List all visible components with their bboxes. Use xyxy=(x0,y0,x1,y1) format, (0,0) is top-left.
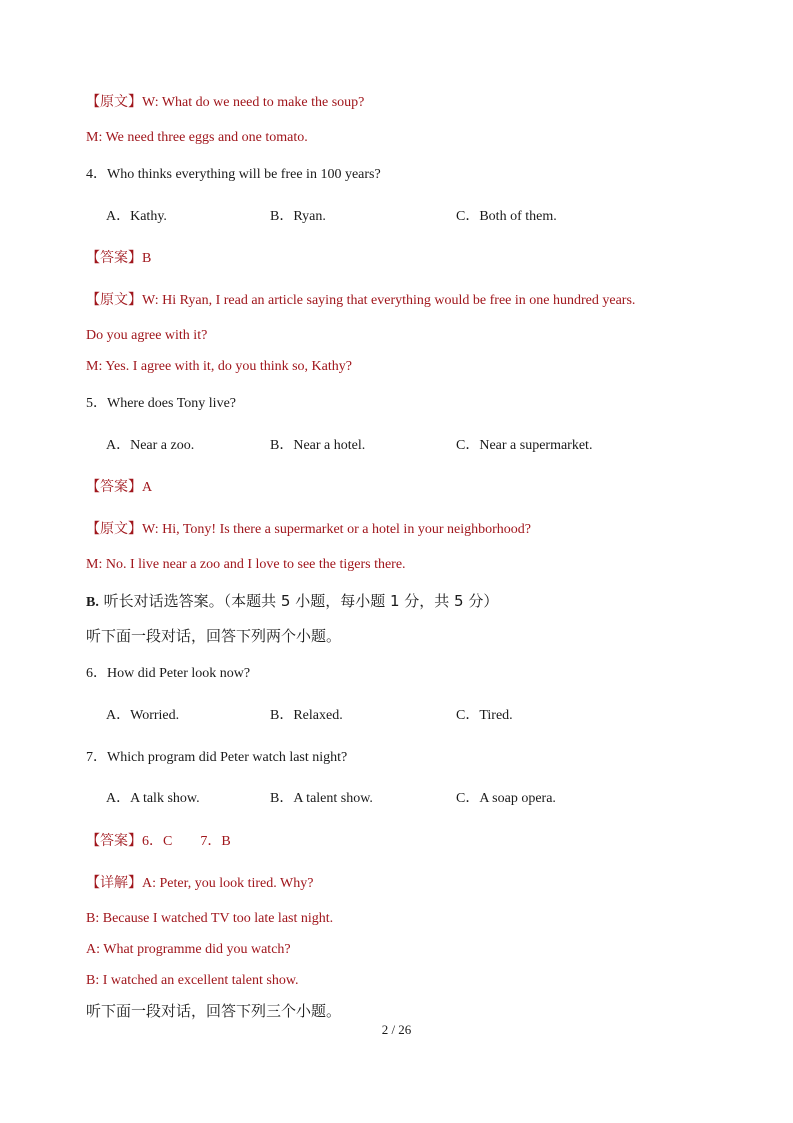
q6-option-c: C．Tired. xyxy=(456,708,513,723)
q5-option-a: A．Near a zoo. xyxy=(106,438,195,453)
detail-line-4: B: I watched an excellent talent show. xyxy=(86,973,299,988)
q3-transcript-line-2: M: We need three eggs and one tomato. xyxy=(86,130,308,145)
q6-option-a: A．Worried. xyxy=(106,708,180,723)
q5-transcript-line-2: M: No. I live near a zoo and I love to see the tigers there. xyxy=(86,557,406,572)
transcript-tag: 【原文】 xyxy=(86,292,142,308)
transcript-tag: 【原文】 xyxy=(86,94,142,110)
detail-line-3: A: What programme did you watch? xyxy=(86,942,291,957)
answer-tag: 【答案】 xyxy=(86,250,142,266)
q7-option-b: B．A talent show. xyxy=(270,791,373,806)
q4-answer: 【答案】B xyxy=(86,250,152,266)
detail-line-2: B: Because I watched TV too late last night. xyxy=(86,911,334,926)
q3-transcript-line-1: 【原文】W: What do we need to make the soup? xyxy=(86,94,365,110)
answer-tag: 【答案】 xyxy=(86,479,142,495)
section-b-heading: B. 听长对话选答案。（本题共 5 小题，每小题 1 分，共 5 分） xyxy=(86,592,499,610)
next-dialogue-intro: 听下面一段对话，回答下列三个小题。 xyxy=(86,1002,342,1020)
q5-answer: 【答案】A xyxy=(86,479,153,495)
q5-option-c: C．Near a supermarket. xyxy=(456,438,593,453)
q4-option-b: B．Ryan. xyxy=(270,209,326,224)
detail-line-1: 【详解】A: Peter, you look tired. Why? xyxy=(86,875,314,891)
q6-question: 6．How did Peter look now? xyxy=(86,666,251,681)
q4-question: 4．Who thinks everything will be free in 100 years? xyxy=(86,167,381,182)
q6-7-answer: 【答案】6．C 7．B xyxy=(86,833,231,849)
q7-option-a: A．A talk show. xyxy=(106,791,200,806)
q4-option-a: A．Kathy. xyxy=(106,209,167,224)
q7-question: 7．Which program did Peter watch last night? xyxy=(86,750,348,765)
q4-transcript-line-3: M: Yes. I agree with it, do you think so, Kathy? xyxy=(86,359,352,374)
q7-option-c: C．A soap opera. xyxy=(456,791,556,806)
detail-tag: 【详解】 xyxy=(86,875,142,891)
q5-transcript-line-1: 【原文】W: Hi, Tony! Is there a supermarket or a hotel in your neighborhood? xyxy=(86,521,531,537)
transcript-tag: 【原文】 xyxy=(86,521,142,537)
section-b-intro: 听下面一段对话，回答下列两个小题。 xyxy=(86,627,342,645)
q4-transcript-line-1: 【原文】W: Hi Ryan, I read an article saying that everything would be free in one hundred years. xyxy=(86,292,636,308)
q4-option-c: C．Both of them. xyxy=(456,209,557,224)
answer-tag: 【答案】 xyxy=(86,833,142,849)
q4-transcript-line-2: Do you agree with it? xyxy=(86,328,208,343)
section-label: B. xyxy=(86,595,99,610)
q5-option-b: B．Near a hotel. xyxy=(270,438,366,453)
page-number: 2 / 26 xyxy=(381,1022,412,1037)
q6-option-b: B．Relaxed. xyxy=(270,708,343,723)
q5-question: 5．Where does Tony live? xyxy=(86,396,236,411)
